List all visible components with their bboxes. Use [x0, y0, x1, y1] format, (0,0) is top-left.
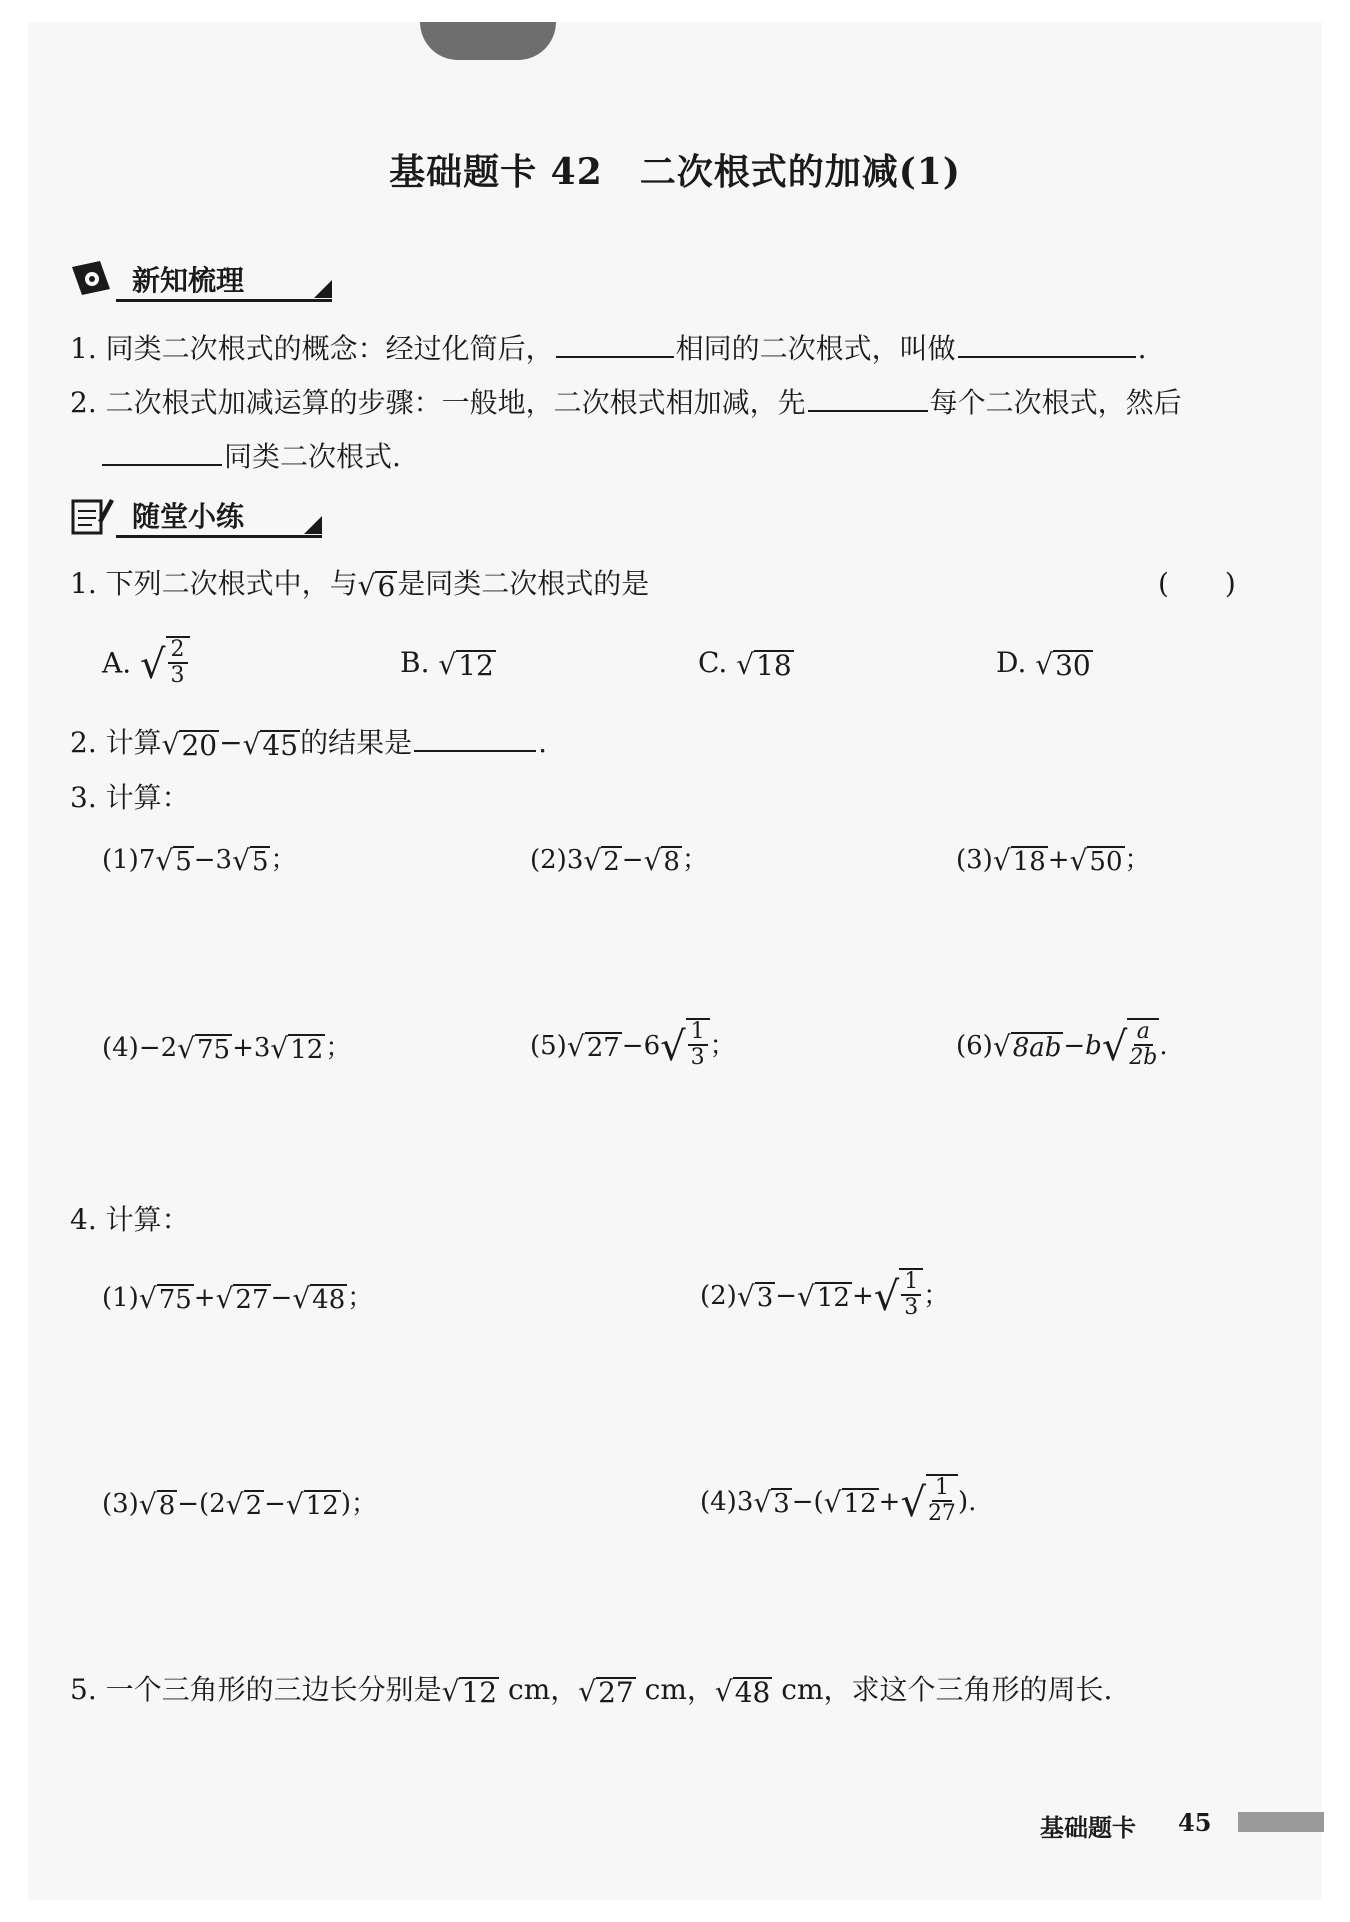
expr-prefix: (1)7: [102, 845, 156, 875]
practice-5-text-b: cm，求这个三角形的周长.: [772, 1673, 1113, 1706]
expr-prefix: (3): [102, 1489, 139, 1519]
sqrt-expression: √ 3: [736, 1280, 774, 1313]
practice-1-text-b: 是同类二次根式的是: [397, 567, 650, 600]
knowledge-item-1: [70, 330, 1147, 367]
sqrt-expression: √ 20: [161, 727, 218, 762]
radicand: 48: [312, 1285, 346, 1315]
practice-4-item-4: [700, 1472, 976, 1532]
operator: +: [193, 1283, 216, 1313]
practice-question-3: 3. 计算：: [70, 781, 190, 814]
expr-prefix: (3): [956, 845, 993, 875]
denominator: 3: [904, 1295, 919, 1320]
practice-question-5: [70, 1672, 1112, 1708]
radicand: 5: [175, 847, 192, 877]
radicand: 12: [305, 1491, 339, 1521]
numerator: 2: [168, 638, 188, 664]
practice-5-text-a: 5. 一个三角形的三边长分别是: [70, 1673, 442, 1706]
sqrt-expression: √ $\frac{2}{3}$: [140, 636, 190, 694]
notebook-pen-icon: [70, 495, 114, 535]
expr-end: ；: [325, 1033, 352, 1063]
practice-3-item-4: [102, 1030, 351, 1066]
knowledge-2-text-c: 同类二次根式.: [224, 440, 401, 473]
fraction: [168, 638, 188, 688]
denominator: 3: [170, 663, 185, 688]
sqrt-expression: √ 12: [270, 1032, 324, 1065]
page-title: 基础题卡 42 二次根式的加减(1): [389, 151, 961, 193]
sqrt-expression: √ 5: [232, 844, 269, 877]
expr-prefix: (6): [956, 1031, 993, 1061]
practice-3-item-5: [530, 1016, 736, 1076]
radicand: 12: [290, 1035, 324, 1065]
radicand: 75: [158, 1285, 192, 1315]
sqrt-expression: √ 27: [578, 1674, 634, 1709]
sqrt-expression: √ 8ab: [992, 1030, 1062, 1063]
option-d[interactable]: [996, 646, 1093, 680]
section-arrow-icon: [314, 280, 332, 298]
expr-end: ；: [1124, 845, 1151, 875]
radicand: 3: [773, 1489, 790, 1519]
answer-blank[interactable]: [958, 330, 1136, 358]
option-c-label: C.: [698, 646, 728, 679]
numerator: 1: [688, 1020, 708, 1046]
sqrt-expression: √ 3: [753, 1486, 790, 1519]
expr-prefix: (4)3: [700, 1487, 754, 1517]
page-sheet: [28, 22, 1322, 1900]
answer-blank[interactable]: [808, 384, 928, 412]
sqrt-expression: √ 8: [643, 844, 680, 877]
sqrt-expression: √ 8: [138, 1488, 176, 1521]
operator: −3: [193, 845, 233, 875]
radicand: 12: [458, 648, 494, 682]
option-c[interactable]: [698, 646, 794, 680]
radicand: 2: [245, 1491, 263, 1521]
knowledge-2-text-a: 2. 二次根式加减运算的步骤：一般地，二次根式相加减，先: [70, 386, 806, 419]
practice-question-2: [70, 724, 547, 761]
operator: −(2: [177, 1489, 226, 1519]
sqrt-expression: √ 75: [138, 1282, 192, 1315]
unit-text: cm，: [635, 1673, 715, 1706]
answer-blank[interactable]: [102, 438, 222, 466]
operator: −(: [791, 1487, 824, 1517]
option-a-label: A.: [102, 646, 132, 680]
denominator: 2b: [1129, 1045, 1158, 1070]
sqrt-expression: √ 48: [292, 1282, 346, 1315]
page-tab-decoration: [420, 22, 556, 60]
sqrt-expression: √ 12: [441, 1674, 498, 1709]
radicand: 75: [197, 1035, 231, 1065]
sqrt-expression: √ 2: [225, 1488, 263, 1521]
radicand: 12: [843, 1489, 877, 1519]
radicand: 20: [181, 728, 218, 762]
sqrt-expression: √ 27: [215, 1282, 269, 1315]
answer-blank[interactable]: [414, 724, 536, 752]
sqrt-expression: √ 5: [155, 844, 192, 877]
denominator: 27: [927, 1501, 956, 1526]
option-a[interactable]: [102, 636, 190, 694]
operator: +: [1047, 845, 1070, 875]
expr-end: ；: [270, 845, 297, 875]
practice-4-item-2: [700, 1266, 949, 1326]
sqrt-expression: √ $\frac{1}{27}$: [900, 1475, 956, 1526]
practice-2-text-b: 的结果是: [300, 726, 413, 759]
radicand: 6: [377, 569, 396, 603]
expr-end: .: [1159, 1031, 1168, 1061]
option-b-label: B.: [400, 646, 430, 679]
denominator: 3: [690, 1045, 705, 1070]
expr-prefix: (2)3: [530, 845, 584, 875]
sqrt-expression: √ 2: [583, 844, 620, 877]
sqrt-expression: √ $\frac{a}{2b}$: [1101, 1019, 1158, 1070]
radicand: 27: [235, 1285, 269, 1315]
expr-end: ；: [709, 1031, 736, 1061]
expr-prefix: (1): [102, 1283, 139, 1313]
knowledge-1-text-b: 相同的二次根式，叫做: [675, 332, 956, 365]
practice-question-1: [70, 566, 649, 602]
radicand: 12: [461, 1675, 498, 1709]
sqrt-expression: √ 48: [714, 1674, 771, 1709]
practice-4-item-3: [102, 1486, 377, 1522]
numerator: 1: [901, 1270, 921, 1296]
section-underline: [116, 535, 322, 538]
numerator: 1: [932, 1476, 952, 1502]
expr-prefix: (4)−2: [102, 1033, 178, 1063]
fraction: [688, 1020, 708, 1070]
expr-end: ；: [923, 1281, 950, 1311]
answer-paren[interactable]: ( ): [1158, 567, 1236, 600]
sqrt-expression: √ 50: [1069, 844, 1123, 877]
section-arrow-icon: [304, 516, 322, 534]
practice-2-text-a: 2. 计算: [70, 726, 162, 759]
radicand: 8: [663, 847, 680, 877]
knowledge-1-text-c: .: [1137, 332, 1147, 365]
sqrt-expression: √ 12: [797, 1280, 850, 1313]
radicand: 50: [1089, 847, 1123, 877]
sqrt-expression: √ 30: [1035, 647, 1091, 682]
camera-icon: [70, 259, 114, 299]
expr-end: ；: [347, 1283, 374, 1313]
practice-question-4: 4. 计算：: [70, 1203, 190, 1236]
section-underline: [116, 299, 332, 302]
knowledge-item-2: [70, 384, 1182, 421]
answer-blank[interactable]: [556, 330, 674, 358]
radicand: 12: [816, 1283, 850, 1313]
radicand: 8: [158, 1491, 176, 1521]
operator: −: [270, 1283, 293, 1313]
radicand: 27: [598, 1675, 634, 1709]
radicand: 2: [603, 847, 620, 877]
radicand: 48: [734, 1675, 771, 1709]
radicand: 30: [1055, 648, 1091, 682]
radicand: 5: [251, 847, 269, 877]
expr-end: )；: [340, 1489, 377, 1519]
section-title-practice: 随堂小练: [132, 500, 245, 533]
practice-3-item-2: [530, 842, 708, 878]
operator: −6: [621, 1031, 661, 1061]
radicand: 27: [586, 1033, 620, 1063]
knowledge-1-text-a: 1. 同类二次根式的概念：经过化简后，: [70, 332, 554, 365]
fraction: [928, 1476, 956, 1526]
sqrt-expression: √ 12: [285, 1488, 339, 1521]
practice-2-text-c: .: [538, 726, 547, 759]
operator: +3: [232, 1033, 271, 1063]
operator: +: [851, 1281, 874, 1311]
operator: −: [264, 1489, 286, 1519]
sqrt-expression: √ 75: [177, 1032, 231, 1065]
section-header-new-knowledge: [70, 256, 332, 302]
sqrt-expression: √ 12: [438, 647, 494, 682]
sqrt-expression: √ 18: [992, 844, 1046, 877]
practice-3-item-1: [102, 842, 297, 878]
radicand: 45: [262, 728, 299, 762]
sqrt-expression: √ $\frac{1}{3}$: [660, 1018, 710, 1076]
footer-decoration-bar: [1238, 1812, 1324, 1832]
radicand: 8ab: [1012, 1033, 1062, 1063]
operator: −b: [1063, 1031, 1102, 1061]
numerator: a: [1134, 1020, 1153, 1046]
practice-1-text-a: 1. 下列二次根式中，与: [70, 567, 358, 600]
radicand: 3: [756, 1283, 774, 1313]
radicand: 18: [756, 648, 792, 682]
practice-3-item-3: [956, 842, 1151, 878]
operator: −: [775, 1281, 798, 1311]
knowledge-item-2-cont: [100, 438, 401, 475]
option-d-label: D.: [996, 646, 1027, 679]
practice-4-item-1: [102, 1280, 373, 1316]
operator: −: [621, 845, 644, 875]
sqrt-expression: √ $\frac{1}{3}$: [874, 1268, 924, 1326]
footer-label: 基础题卡: [1040, 1814, 1136, 1842]
radicand: 18: [1012, 847, 1046, 877]
option-b[interactable]: [400, 646, 496, 680]
expr-prefix: (5): [530, 1031, 567, 1061]
knowledge-2-text-b: 每个二次根式，然后: [929, 386, 1182, 419]
expr-end: ).: [957, 1487, 977, 1517]
expr-prefix: (2): [700, 1281, 737, 1311]
page-number: 45: [1178, 1808, 1212, 1837]
operator: +: [878, 1487, 901, 1517]
sqrt-expression: √ 6: [357, 568, 396, 603]
sqrt-expression: √ 18: [736, 647, 792, 682]
sqrt-expression: √ 12: [823, 1486, 877, 1519]
operator: −: [219, 726, 243, 759]
fraction: [901, 1270, 921, 1320]
unit-text: cm，: [499, 1673, 579, 1706]
section-header-practice: [70, 492, 322, 538]
practice-3-item-6: [956, 1016, 1168, 1076]
section-title-new-knowledge: 新知梳理: [132, 264, 245, 297]
sqrt-expression: √ 27: [566, 1030, 620, 1063]
expr-end: ；: [681, 845, 708, 875]
sqrt-expression: √ 45: [242, 727, 299, 762]
fraction: [1129, 1020, 1157, 1070]
